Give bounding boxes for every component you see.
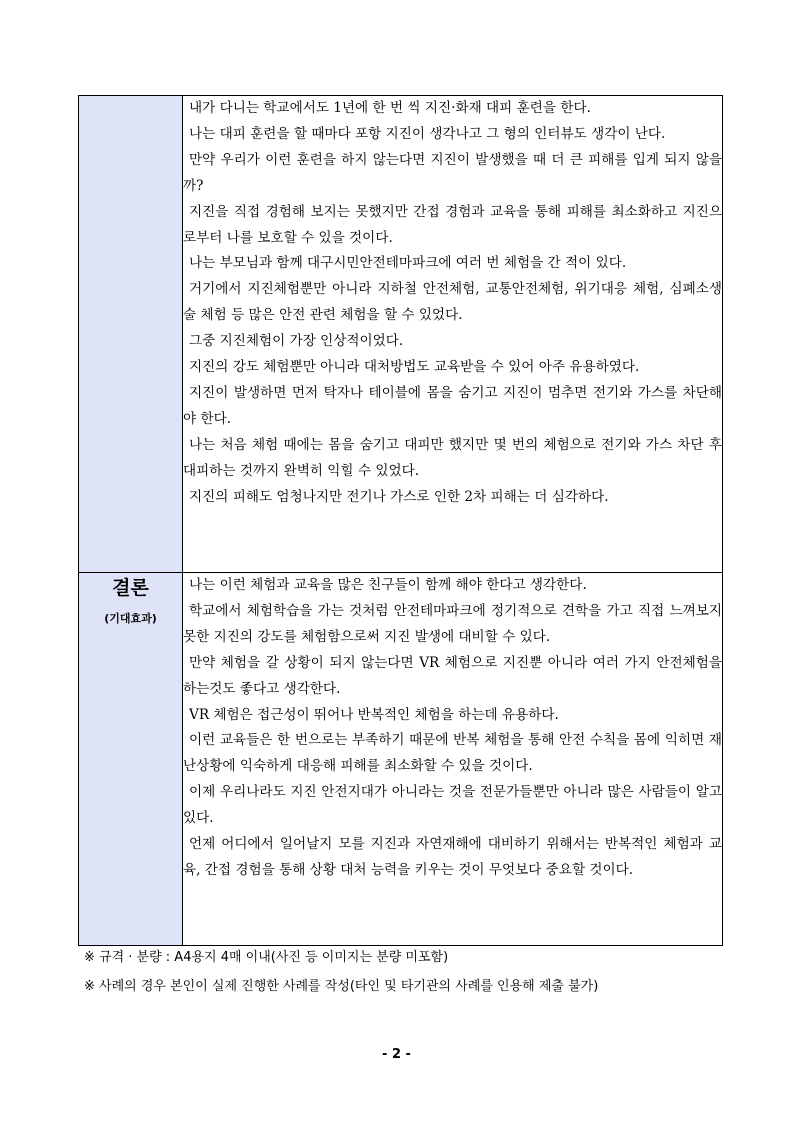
- body-section-label-cell: [79, 96, 183, 573]
- conclusion-label-cell: [79, 573, 183, 946]
- paragraph: 나는 대피 훈련을 할 때마다 포항 지진이 생각나고 그 형의 인터뷰도 생각이 난다.: [189, 125, 666, 142]
- format-note: ※ 규격 · 분량 : A4용지 4매 이내(사진 등 이미지는 분량 미포함): [84, 950, 449, 965]
- case-note: ※ 사례의 경우 본인이 실제 진행한 사례를 작성(타인 및 타기관의 사례를 인용해 제출 불가): [84, 979, 599, 994]
- paragraph: 나는 부모님과 함께 대구시민안전테마파크에 여러 번 체험을 간 적이 있다.: [189, 255, 627, 272]
- paragraph: 나는 처음 체험 때에는 몸을 숨기고 대피만 했지만 몇 번의 체험으로 전기와 가스 차단 후 대피하는 것까지 완벽히 익힐 수 있었다.: [183, 436, 722, 479]
- paragraph: 지진이 발생하면 먼저 탁자나 테이블에 몸을 숨기고 지진이 멈추면 전기와 가스를 차단해야 한다.: [183, 384, 722, 427]
- paragraph: 그중 지진체험이 가장 인상적이었다.: [189, 333, 404, 350]
- body-section-text: [183, 96, 723, 573]
- body-section-row: [79, 96, 723, 573]
- paragraph: 내가 다니는 학교에서도 1년에 한 번 씩 지진·화재 대피 훈련을 한다.: [189, 100, 591, 116]
- conclusion-label: 결론: [112, 577, 149, 599]
- paragraph: VR 체험은 접근성이 뛰어나 반복적인 체험을 하는데 유용하다.: [189, 706, 559, 723]
- conclusion-section-row: [79, 573, 723, 946]
- paragraph: 지진의 피해도 엄청나지만 전기나 가스로 인한 2차 피해는 더 심각하다.: [189, 488, 609, 505]
- conclusion-section-text: [183, 573, 723, 946]
- paragraph: 나는 이런 체험과 교육을 많은 친구들이 함께 해야 한다고 생각한다.: [189, 577, 587, 593]
- conclusion-sublabel: (기대효과): [104, 612, 157, 625]
- paragraph: 거기에서 지진체험뿐만 아니라 지하철 안전체험, 교통안전체험, 위기대응 체험, 심폐소생술 체험 등 많은 안전 관련 체험을 할 수 있었다.: [183, 281, 722, 324]
- paragraph: 이제 우리나라도 지진 안전지대가 아니라는 것을 전문가들뿐만 아니라 많은 사람들이 알고 있다.: [183, 784, 722, 827]
- paragraph: 이런 교육들은 한 번으로는 부족하기 때문에 반복 체험을 통해 안전 수칙을 몸에 익히면 재난상황에 익숙하게 대응해 피해를 최소화할 수 있을 것이다.: [183, 732, 722, 775]
- paragraph: 학교에서 체험학습을 가는 것처럼 안전테마파크에 정기적으로 견학을 가고 직접 느껴보지 못한 지진의 강도를 체험함으로써 지진 발생에 대비할 수 있다.: [183, 602, 722, 645]
- paragraph: 지진의 강도 체험뿐만 아니라 대처방법도 교육받을 수 있어 아주 유용하였다.: [189, 359, 640, 376]
- paragraph: 만약 체험을 갈 상황이 되지 않는다면 VR 체험으로 지진뿐 아니라 여러 가지 안전체험을 하는것도 좋다고 생각한다.: [183, 654, 722, 697]
- paragraph: 지진을 직접 경험해 보지는 못했지만 간접 경험과 교육을 통해 피해를 최소화하고 지진으로부터 나를 보호할 수 있을 것이다.: [183, 203, 722, 246]
- page-number: - 2 -: [382, 1047, 411, 1062]
- paragraph: 언제 어디에서 일어날지 모를 지진과 자연재해에 대비하기 위해서는 반복적인 체험과 교육, 간접 경험을 통해 상황 대처 능력을 키우는 것이 무엇보다 중요할 것이다.: [183, 836, 722, 878]
- paragraph: 만약 우리가 이런 훈련을 하지 않는다면 지진이 발생했을 때 더 큰 피해를 입게 되지 않을까?: [183, 151, 722, 194]
- essay-table: [78, 95, 723, 946]
